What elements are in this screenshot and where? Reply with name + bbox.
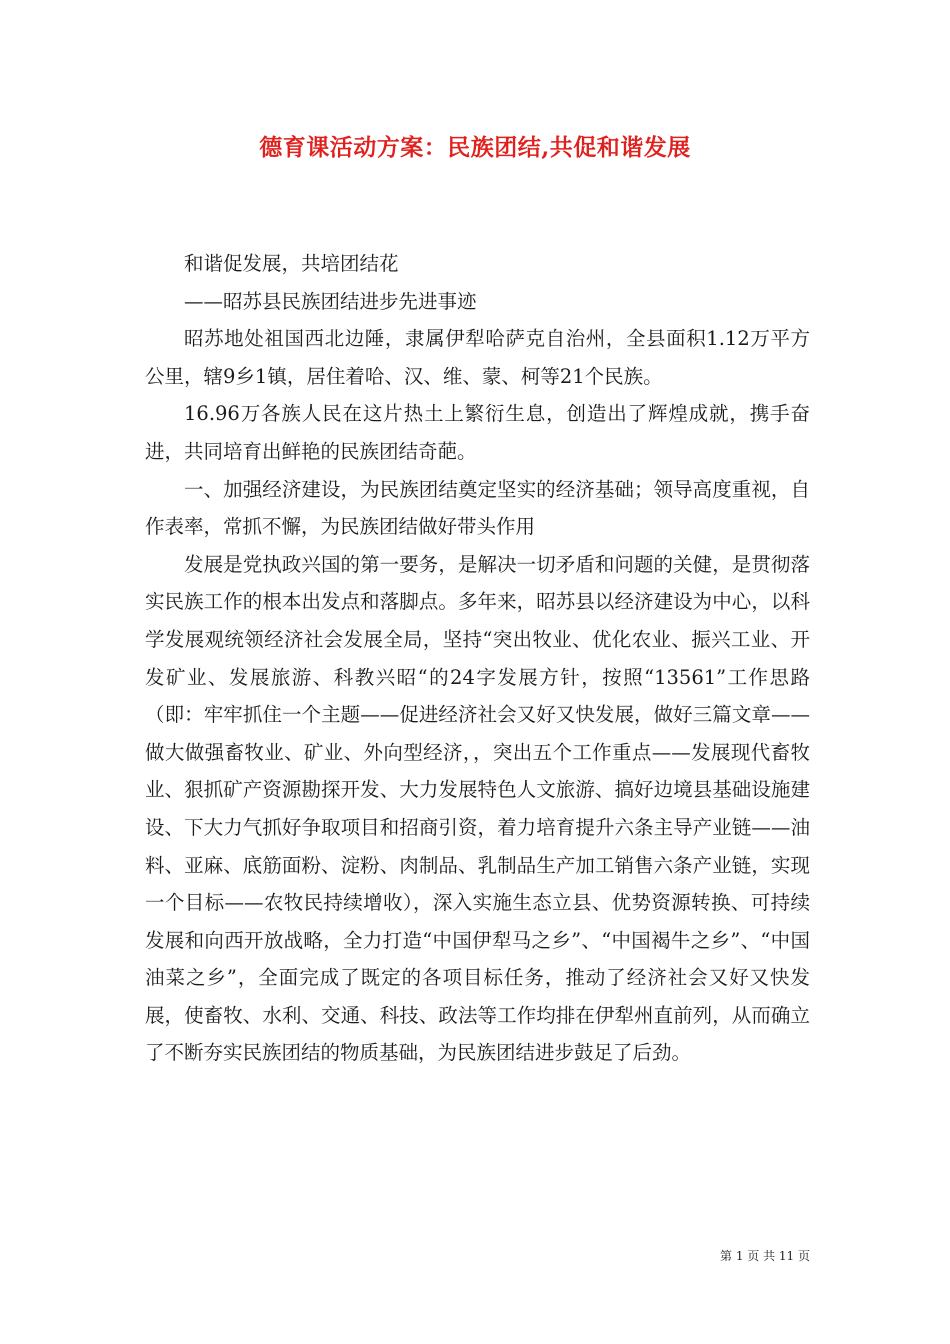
- subtitle-line-2: ——昭苏县民族团结进步先进事迹: [184, 289, 477, 313]
- document-body: [145, 245, 810, 1072]
- subtitle-line-1: 和谐促发展，共培团结花: [184, 252, 399, 275]
- paragraph-intro: 昭苏地处祖国西北边陲，隶属伊犁哈萨克自治州，全县面积1.12万平方公里，辖9乡1镇，居住着哈、汉、维、蒙、柯等21个民族。: [145, 327, 810, 388]
- paragraph-development: 发展是党执政兴国的第一要务，是解决一切矛盾和问题的关健，是贯彻落实民族工作的根本出发点和落脚点。多年来，昭苏县以经济建设为中心，以科学发展观统领经济社会发展全局，坚持“突出牧业、优化农业、振兴工业、开发矿业、发展旅游、科教兴昭“的24字发展方针，按照“13561”工作思路（即：牢牢抓住一个主题——促进经济社会又好又快发展，做好三篇文章——做大做强畜牧业、矿业、外向型经济，，突出五个工作重点——发展现代畜牧业、狠抓矿产资源勘探开发、大力发展特色人文旅游、搞好边境县基础设施建设、下大力气抓好争取项目和招商引资，着力培育提升六条主导产业链——油料、亚麻、底筋面粉、淀粉、肉制品、乳制品生产加工销售六条产业链，实现一个目标——农牧民持续增收），深入实施生态立县、优势资源转换、可持续发展和向西开放战略，全力打造“中国伊犁马之乡”、“中国褐牛之乡”、“中国油菜之乡”，全面完成了既定的各项目标任务，推动了经济社会又好又快发展，使畜牧、水利、交通、科技、政法等工作均排在伊犁州直前列，从而确立了不断夯实民族团结的物质基础，为民族团结进步鼓足了后劲。: [145, 552, 810, 1065]
- section-heading-1: 一、加强经济建设，为民族团结奠定坚实的经济基础；领导高度重视，自作表率，常抓不懈，为民族团结做好带头作用: [145, 477, 810, 539]
- paragraph-people: 16.96万各族人民在这片热土上繁衍生息，创造出了辉煌成就，携手奋进，共同培育出鲜艳的民族团结奇葩。: [145, 402, 810, 463]
- document-title: 德育课活动方案：民族团结,共促和谐发展: [259, 134, 691, 161]
- page-number-footer: 第 1 页 共 11 页: [720, 1249, 810, 1263]
